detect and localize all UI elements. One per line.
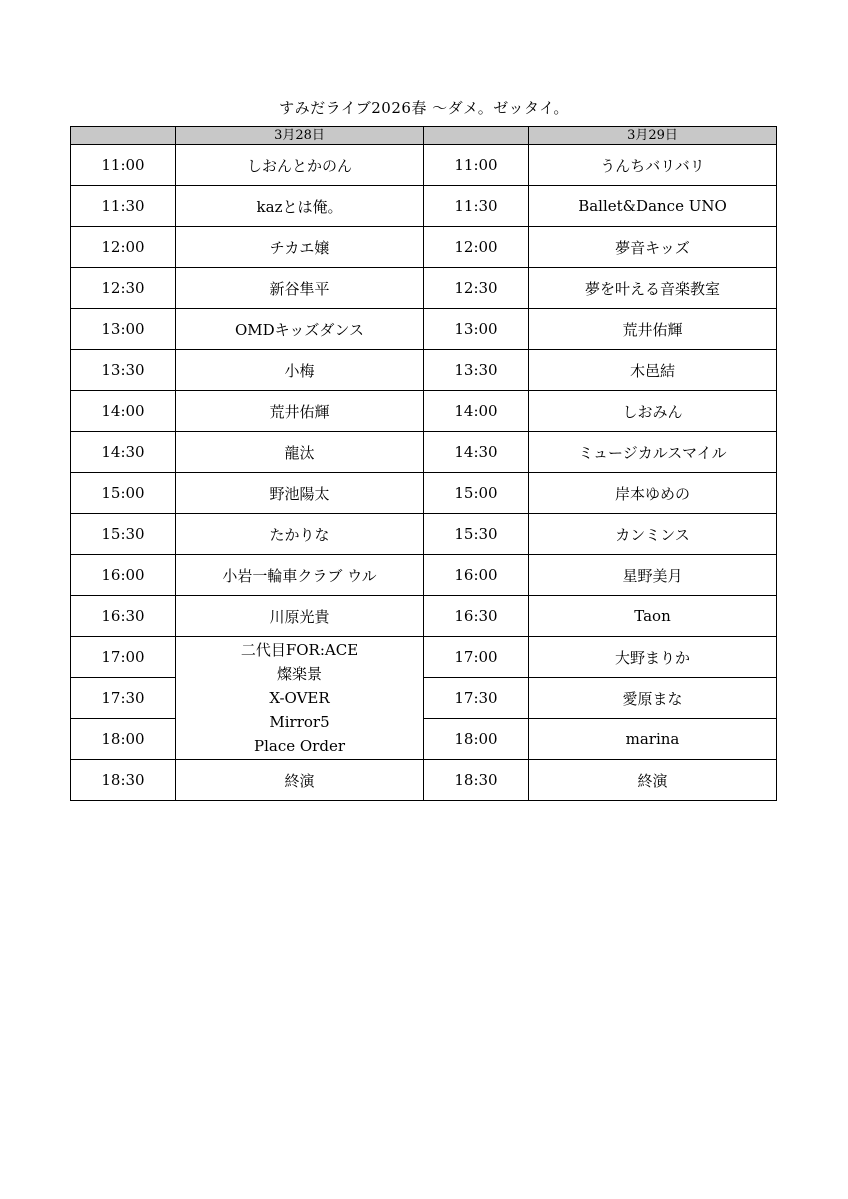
day1-time-cell: 18:00 <box>71 719 176 760</box>
schedule-row <box>71 350 777 391</box>
day2-act-cell: カンミンス <box>529 514 777 555</box>
day2-act-cell: うんちバリバリ <box>529 145 777 186</box>
day2-time-cell: 17:00 <box>424 637 529 678</box>
day1-time-cell: 14:30 <box>71 432 176 473</box>
day2-time-cell: 12:30 <box>424 268 529 309</box>
day2-act-cell: Ballet&Dance UNO <box>529 186 777 227</box>
day1-act-cell: しおんとかのん <box>176 145 424 186</box>
schedule-row <box>71 186 777 227</box>
day1-time-cell: 15:00 <box>71 473 176 514</box>
day1-time-cell: 15:30 <box>71 514 176 555</box>
day2-act-cell: 終演 <box>529 760 777 801</box>
day2-time-cell: 13:00 <box>424 309 529 350</box>
day1-act-cell: 小梅 <box>176 350 424 391</box>
day2-act-cell: Taon <box>529 596 777 637</box>
day2-act-cell: 夢を叶える音楽教室 <box>529 268 777 309</box>
schedule-row <box>71 760 777 801</box>
day2-time-cell: 12:00 <box>424 227 529 268</box>
schedule-row <box>71 596 777 637</box>
merged-act-name: Place Order <box>254 737 345 755</box>
day1-act-cell: 新谷隼平 <box>176 268 424 309</box>
schedule-row <box>71 514 777 555</box>
day2-time-cell: 11:00 <box>424 145 529 186</box>
day2-time-cell: 16:00 <box>424 555 529 596</box>
day1-time-cell: 11:00 <box>71 145 176 186</box>
day2-act-cell: 木邑結 <box>529 350 777 391</box>
day2-time-cell: 18:00 <box>424 719 529 760</box>
day1-act-cell: 川原光貴 <box>176 596 424 637</box>
day2-act-cell: 荒井佑輝 <box>529 309 777 350</box>
schedule-row <box>71 391 777 432</box>
schedule-row <box>71 227 777 268</box>
day2-time-cell: 18:30 <box>424 760 529 801</box>
day1-act-cell: 小岩一輪車クラブ ウル <box>176 555 424 596</box>
day2-time-cell: 17:30 <box>424 678 529 719</box>
day2-act-cell: 大野まりか <box>529 637 777 678</box>
day1-time-cell: 13:00 <box>71 309 176 350</box>
day1-time-cell: 18:30 <box>71 760 176 801</box>
schedule-row <box>71 555 777 596</box>
day1-act-cell: kazとは俺。 <box>176 186 424 227</box>
day1-act-cell: たかりな <box>176 514 424 555</box>
schedule-row <box>71 637 777 678</box>
day2-act-cell: しおみん <box>529 391 777 432</box>
day1-act-cell: OMDキッズダンス <box>176 309 424 350</box>
merged-act-name: X-OVER <box>269 689 330 707</box>
day1-time-cell: 16:30 <box>71 596 176 637</box>
schedule-title: すみだライブ2026春 〜ダメ。ゼッタイ。 <box>279 99 569 117</box>
header-blank-cell <box>71 127 176 145</box>
day2-act-cell: marina <box>529 719 777 760</box>
day2-time-cell: 11:30 <box>424 186 529 227</box>
schedule-row <box>71 145 777 186</box>
day1-merged-acts-cell <box>176 637 424 760</box>
day2-act-cell: 岸本ゆめの <box>529 473 777 514</box>
schedule-row <box>71 432 777 473</box>
day2-time-cell: 14:30 <box>424 432 529 473</box>
day2-act-cell: ミュージカルスマイル <box>529 432 777 473</box>
day2-time-cell: 15:00 <box>424 473 529 514</box>
day1-act-cell: 龍汰 <box>176 432 424 473</box>
schedule-row <box>71 268 777 309</box>
header-blank-cell <box>424 127 529 145</box>
day1-time-cell: 11:30 <box>71 186 176 227</box>
day2-time-cell: 16:30 <box>424 596 529 637</box>
day2-time-cell: 13:30 <box>424 350 529 391</box>
day1-time-cell: 16:00 <box>71 555 176 596</box>
day1-time-cell: 13:30 <box>71 350 176 391</box>
schedule-table <box>70 126 777 801</box>
day1-time-cell: 17:00 <box>71 637 176 678</box>
merged-act-name: Mirror5 <box>269 713 330 731</box>
day-header-row <box>71 127 777 145</box>
schedule-row <box>71 309 777 350</box>
day-header-3-29: 3月29日 <box>529 127 777 145</box>
day1-act-cell: 荒井佑輝 <box>176 391 424 432</box>
day2-time-cell: 14:00 <box>424 391 529 432</box>
day2-act-cell: 愛原まな <box>529 678 777 719</box>
day2-act-cell: 夢音キッズ <box>529 227 777 268</box>
day1-time-cell: 14:00 <box>71 391 176 432</box>
day2-time-cell: 15:30 <box>424 514 529 555</box>
day1-time-cell: 12:00 <box>71 227 176 268</box>
day1-time-cell: 17:30 <box>71 678 176 719</box>
day1-act-cell: チカエ嬢 <box>176 227 424 268</box>
day2-act-cell: 星野美月 <box>529 555 777 596</box>
day1-act-cell: 野池陽太 <box>176 473 424 514</box>
schedule-row <box>71 473 777 514</box>
day1-time-cell: 12:30 <box>71 268 176 309</box>
merged-act-name: 燦楽景 <box>276 665 322 683</box>
day1-act-cell: 終演 <box>176 760 424 801</box>
merged-act-name: 二代目FOR:ACE <box>240 641 359 659</box>
day-header-3-28: 3月28日 <box>176 127 424 145</box>
